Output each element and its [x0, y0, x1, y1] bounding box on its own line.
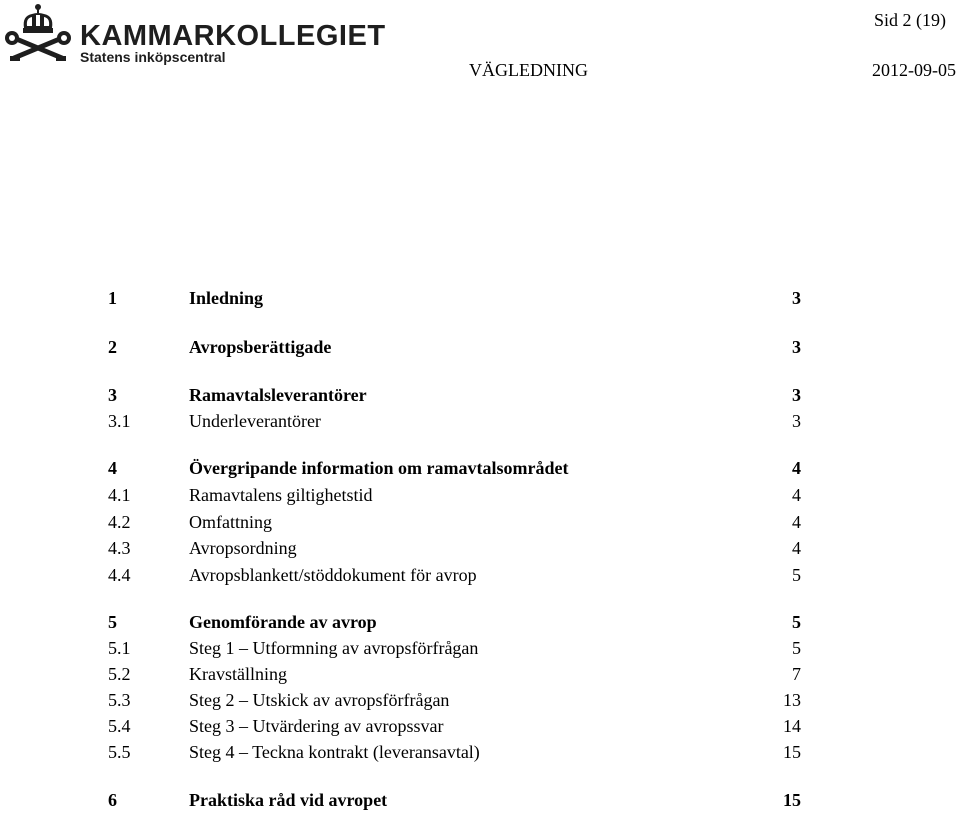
toc-entry-page: 4: [792, 512, 801, 532]
toc-entry-title: Steg 4 – Teckna kontrakt (leveransavtal): [189, 742, 480, 762]
toc-entry-number: 3: [108, 385, 117, 405]
toc-entry[interactable]: [0, 485, 960, 509]
toc-entry[interactable]: [0, 664, 960, 688]
toc-entry[interactable]: [0, 458, 960, 482]
toc-entry-page: 14: [783, 716, 801, 736]
toc-entry-title: Avropsberättigade: [189, 337, 332, 357]
toc-entry-number: 4: [108, 458, 117, 478]
toc-entry-title: Kravställning: [189, 664, 287, 684]
toc-entry-title: Omfattning: [189, 512, 272, 532]
toc-entry-number: 5.2: [108, 664, 131, 684]
document-type: VÄGLEDNING: [469, 60, 588, 80]
toc-entry-page: 15: [783, 742, 801, 762]
toc-entry-page: 5: [792, 612, 801, 632]
toc-entry-page: 7: [792, 664, 801, 684]
document-date: 2012-09-05: [872, 60, 956, 80]
toc-entry-page: 3: [792, 337, 801, 357]
toc-entry-number: 5.5: [108, 742, 131, 762]
toc-entry-number: 3.1: [108, 411, 131, 431]
toc-entry-number: 4.3: [108, 538, 131, 558]
toc-entry[interactable]: [0, 612, 960, 636]
toc-entry-title: Steg 1 – Utformning av avropsförfrågan: [189, 638, 479, 658]
toc-entry-number: 2: [108, 337, 117, 357]
toc-entry-number: 4.1: [108, 485, 131, 505]
toc-entry-number: 4.4: [108, 565, 131, 585]
toc-entry[interactable]: [0, 565, 960, 589]
toc-entry-title: Inledning: [189, 288, 264, 308]
toc-entry-page: 4: [792, 485, 801, 505]
toc-entry[interactable]: [0, 385, 960, 409]
toc-entry[interactable]: [0, 638, 960, 662]
toc-entry-number: 5.4: [108, 716, 131, 736]
toc-entry[interactable]: [0, 411, 960, 435]
toc-entry-number: 5: [108, 612, 117, 632]
toc-entry-title: Ramavtalens giltighetstid: [189, 485, 373, 505]
toc-entry[interactable]: [0, 512, 960, 536]
toc-entry-title: Genomförande av avrop: [189, 612, 377, 632]
toc-entry-title: Övergripande information om ramavtalsområdet: [189, 458, 569, 478]
toc-entry-number: 6: [108, 790, 117, 810]
toc-entry-page: 15: [783, 790, 801, 810]
toc-entry[interactable]: [0, 337, 960, 361]
toc-entry-number: 1: [108, 288, 117, 308]
toc-entry-title: Steg 3 – Utvärdering av avropssvar: [189, 716, 444, 736]
toc-entry[interactable]: [0, 716, 960, 740]
toc-entry[interactable]: [0, 790, 960, 814]
toc-entry-page: 4: [792, 538, 801, 558]
toc-entry-page: 3: [792, 288, 801, 308]
toc-entry-page: 4: [792, 458, 801, 478]
toc-entry-title: Steg 2 – Utskick av avropsförfrågan: [189, 690, 450, 710]
toc-entry-title: Ramavtalsleverantörer: [189, 385, 367, 405]
toc-entry[interactable]: [0, 288, 960, 312]
toc-entry-page: 3: [792, 411, 801, 431]
toc-entry-title: Avropsordning: [189, 538, 297, 558]
toc-entry-number: 5.3: [108, 690, 131, 710]
logo-subtitle: Statens inköpscentral: [80, 49, 226, 65]
toc-entry-page: 3: [792, 385, 801, 405]
toc-entry-page: 5: [792, 565, 801, 585]
toc-entry-page: 13: [783, 690, 801, 710]
toc-entry-number: 4.2: [108, 512, 131, 532]
toc-entry-title: Underleverantörer: [189, 411, 321, 431]
toc-entry-title: Praktiska råd vid avropet: [189, 790, 388, 810]
toc-entry[interactable]: [0, 742, 960, 766]
toc-entry-page: 5: [792, 638, 801, 658]
logo-name: KAMMARKOLLEGIET: [80, 20, 386, 52]
toc-entry[interactable]: [0, 690, 960, 714]
page-number: Sid 2 (19): [874, 10, 946, 30]
toc-entry-number: 5.1: [108, 638, 131, 658]
toc-entry-title: Avropsblankett/stöddokument för avrop: [189, 565, 477, 585]
toc-entry[interactable]: [0, 538, 960, 562]
